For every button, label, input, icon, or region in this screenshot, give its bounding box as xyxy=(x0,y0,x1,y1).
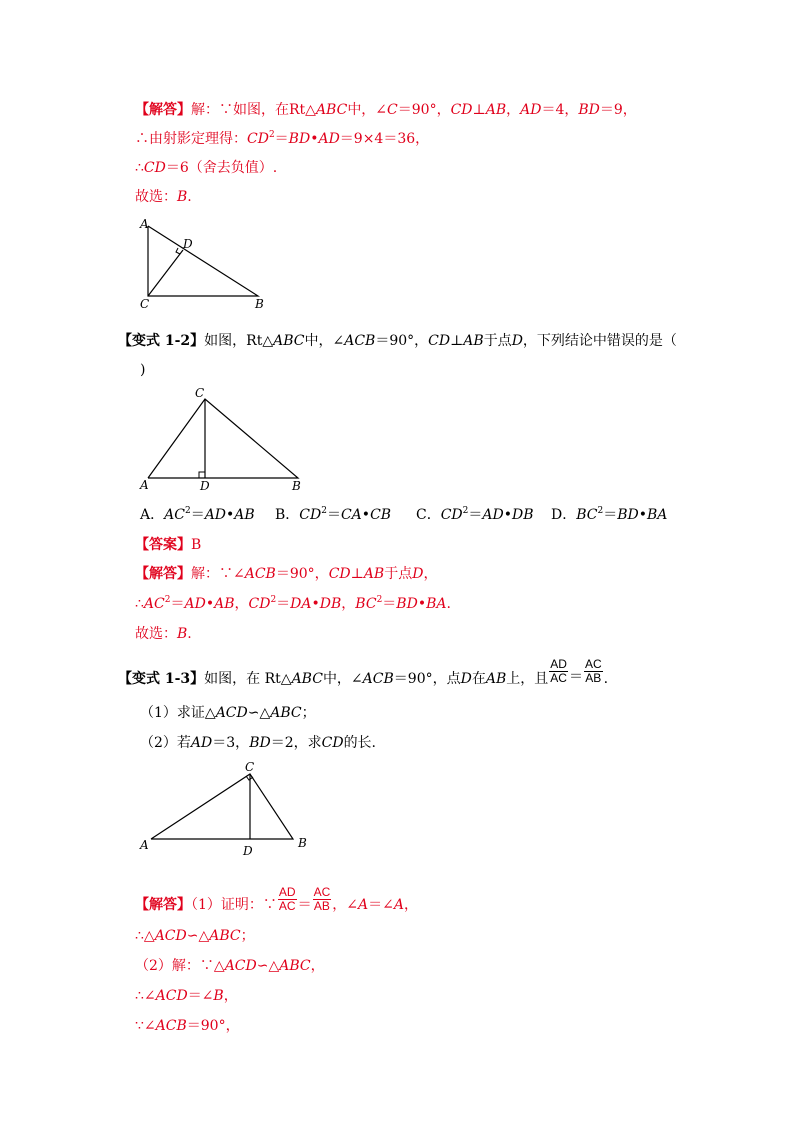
s1-label-a: A xyxy=(140,217,149,231)
s3-q-fraction-1: $\frac{AD}{AC}$ xyxy=(550,656,567,685)
s2-label-a: A xyxy=(140,478,149,492)
s2-label-d: D xyxy=(200,479,210,493)
s2-option-c[interactable]: C．$CD^2=AD•DB$ xyxy=(416,506,534,523)
s3-solution-line-4: ∴∠ACD＝∠B， xyxy=(135,988,238,1004)
s1-solution-line-3: ∴CD＝6（舍去负值）. xyxy=(135,160,278,176)
s2-answer: 【答案】B xyxy=(135,537,202,553)
s3-solution-line-5: ∵∠ACB＝90°， xyxy=(135,1018,240,1034)
s3-sol-fraction-2: $\frac{AC}{AB}$ xyxy=(313,884,331,913)
s2-triangle-figure xyxy=(138,385,313,495)
s2-solution-line-3: 故选：B. xyxy=(135,626,192,642)
s3-solution-line-1: 【解答】（1）证明：∵ $\frac{AD}{AC}$ ＝ $\frac{AC}{AB}$ ，∠A＝∠A， xyxy=(135,884,418,913)
s1-solution-line-2: ∴由射影定理得：$CD^2=BD•AD=9\times 4=36$， xyxy=(135,130,430,147)
s2-solution-line-1: 【解答】解：∵∠ACB＝90°，CD⊥AB于点D， xyxy=(135,566,438,582)
s2-option-b[interactable]: B．$CD^2=CA•CB$ xyxy=(275,506,392,523)
s2-question-close: ) xyxy=(140,362,146,378)
s2-option-d[interactable]: D．$BC^2=BD•BA$ xyxy=(551,506,668,523)
s2-option-a[interactable]: A．$AC^2=AD•AB$ xyxy=(140,506,255,523)
s3-label-a: A xyxy=(140,838,149,852)
s1-label-b: B xyxy=(255,297,264,311)
s2-label-b: B xyxy=(292,479,301,493)
s2-question: 【变式 1-2】如图，Rt△ABC中，∠ACB＝90°，CD⊥AB于点D，下列结论中错误的是（ xyxy=(118,333,677,349)
s3-solution-line-3: （2）解：∵△ACD∽△ABC， xyxy=(135,958,325,974)
s3-triangle-figure xyxy=(138,757,323,862)
s3-q-fraction-2: $\frac{AC}{AB}$ xyxy=(584,656,602,685)
s1-triangle-figure xyxy=(130,212,280,312)
s3-solution-line-2: ∴△ACD∽△ABC； xyxy=(135,928,255,944)
s3-question: 【变式 1-3】如图，在 Rt△ABC中，∠ACB＝90°，点D在AB上，且 $\frac{AD}{AC}$ ＝ $\frac{AC}{AB}$ . xyxy=(118,656,609,687)
s1-solution-line-4: 故选：B. xyxy=(135,189,192,205)
s1-label-d: D xyxy=(183,237,193,251)
s3-label-d: D xyxy=(243,844,253,858)
s2-solution-line-2: $\therefore AC^2=AD•AB$，$CD^2=DA•DB$，$BC^2=BD•BA$. xyxy=(135,595,451,612)
s3-part-2: （2）若AD＝3，BD＝2，求CD的长. xyxy=(140,735,377,751)
s1-label-c: C xyxy=(140,297,150,311)
s3-label-b: B xyxy=(298,836,307,850)
s3-sol-fraction-1: $\frac{AD}{AC}$ xyxy=(278,884,296,913)
s2-label-c: C xyxy=(195,386,205,400)
s1-solution-line-1: 【解答】解：∵如图，在Rt△ABC中，∠C＝90°，CD⊥AB，AD＝4，BD＝9， xyxy=(135,102,637,118)
s3-label-c: C xyxy=(245,760,255,774)
s3-part-1: （1）求证△ACD∽△ABC； xyxy=(140,705,316,721)
